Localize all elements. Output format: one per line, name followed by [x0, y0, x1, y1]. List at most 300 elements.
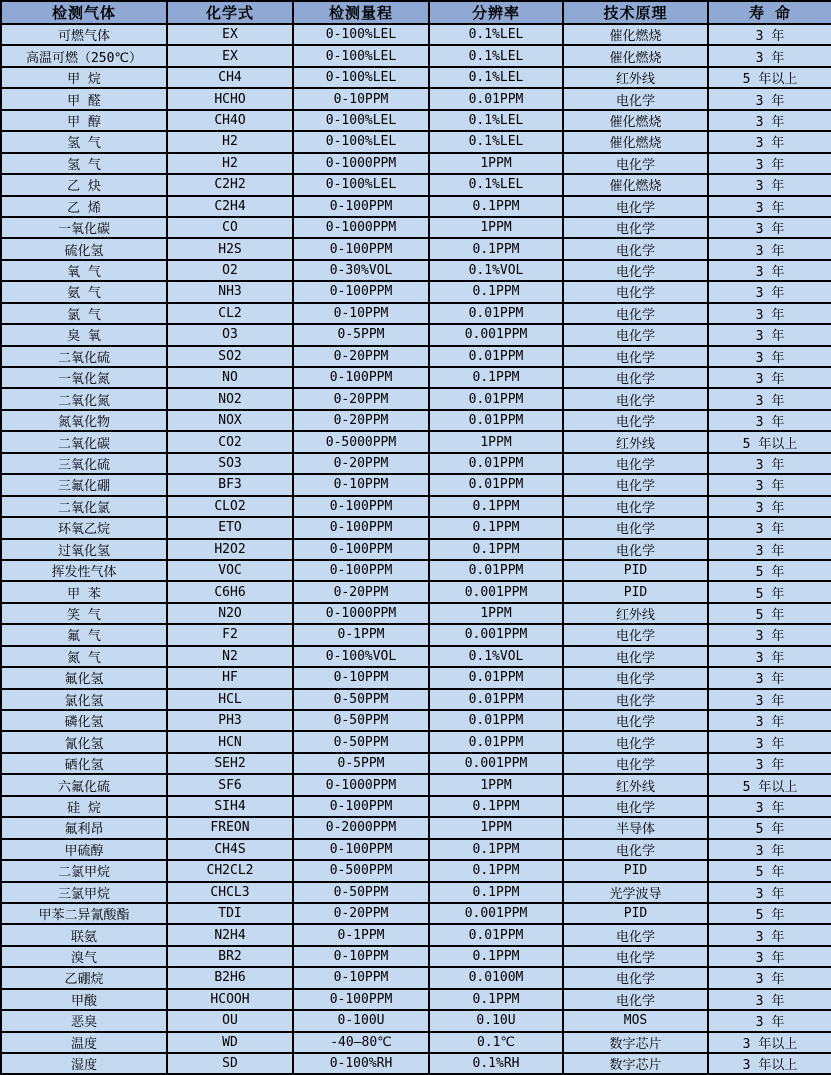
table-cell: 0.1%RH [429, 1053, 563, 1074]
table-row [1, 153, 831, 174]
table-cell: 0-100PPM [293, 796, 429, 817]
table-cell: 温度 [1, 1032, 167, 1053]
table-cell: 0-100PPM [293, 560, 429, 581]
table-row [1, 603, 831, 624]
table-cell: 电化学 [563, 989, 708, 1010]
table-cell: 0.1%LEL [429, 174, 563, 195]
table-cell: 电化学 [563, 646, 708, 667]
table-cell: 乙 烯 [1, 196, 167, 217]
table-cell: 0-100PPM [293, 496, 429, 517]
table-row [1, 710, 831, 731]
table-cell: 甲苯二异氰酸酯 [1, 903, 167, 924]
table-cell: 电化学 [563, 517, 708, 538]
table-cell: 电化学 [563, 367, 708, 388]
table-cell: 电化学 [563, 967, 708, 988]
table-cell: 0.1%LEL [429, 24, 563, 45]
table-cell: 电化学 [563, 410, 708, 431]
table-cell: C2H4 [167, 196, 293, 217]
table-cell: 电化学 [563, 753, 708, 774]
table-cell: 3 年 [708, 946, 831, 967]
table-cell: EX [167, 24, 293, 45]
table-cell: 三氧化硫 [1, 453, 167, 474]
table-cell: 0.01PPM [429, 410, 563, 431]
table-cell: 0-1000PPM [293, 774, 429, 795]
table-cell: 3 年 [708, 303, 831, 324]
table-cell: 0-1PPM [293, 624, 429, 645]
table-cell: 0-100%LEL [293, 67, 429, 88]
table-cell: N2O [167, 603, 293, 624]
table-cell: 电化学 [563, 689, 708, 710]
table-cell: 0.01PPM [429, 924, 563, 945]
table-row [1, 731, 831, 752]
table-row [1, 260, 831, 281]
table-cell: 氢 气 [1, 131, 167, 152]
table-cell: 0-20PPM [293, 346, 429, 367]
table-cell: 3 年 [708, 324, 831, 345]
table-cell: PID [563, 581, 708, 602]
table-cell: 0.1PPM [429, 517, 563, 538]
header-row [1, 1, 831, 24]
table-cell: SO3 [167, 453, 293, 474]
table-cell: 0-10PPM [293, 667, 429, 688]
table-cell: 氰化氢 [1, 731, 167, 752]
table-cell: 催化燃烧 [563, 45, 708, 66]
table-cell: 笑 气 [1, 603, 167, 624]
table-cell: H2S [167, 238, 293, 259]
table-cell: 0.1%VOL [429, 260, 563, 281]
table-cell: 氮 气 [1, 646, 167, 667]
table-cell: 可燃气体 [1, 24, 167, 45]
table-cell: 0.1PPM [429, 989, 563, 1010]
table-cell: 0.01PPM [429, 346, 563, 367]
table-cell: 5 年 [708, 581, 831, 602]
table-cell: 0-100PPM [293, 196, 429, 217]
table-cell: CO2 [167, 431, 293, 452]
table-cell: N2 [167, 646, 293, 667]
table-cell: CH4 [167, 67, 293, 88]
table-cell: 电化学 [563, 88, 708, 109]
table-cell: 0.0100M [429, 967, 563, 988]
table-cell: 3 年 [708, 238, 831, 259]
table-cell: 光学波导 [563, 882, 708, 903]
table-cell: 0.1PPM [429, 496, 563, 517]
table-cell: 0-100PPM [293, 367, 429, 388]
table-cell: 二氧化氯 [1, 496, 167, 517]
table-cell: C6H6 [167, 581, 293, 602]
table-cell: 电化学 [563, 474, 708, 495]
table-cell: 1PPM [429, 431, 563, 452]
table-cell: 0-5000PPM [293, 431, 429, 452]
column-header-range: 检测量程 [293, 1, 429, 24]
table-cell: PID [563, 860, 708, 881]
table-cell: 0-100%LEL [293, 24, 429, 45]
table-cell: 溴气 [1, 946, 167, 967]
table-cell: 乙 炔 [1, 174, 167, 195]
table-row [1, 967, 831, 988]
table-cell: 氧 气 [1, 260, 167, 281]
table-cell: 甲 苯 [1, 581, 167, 602]
table-cell: 氨 气 [1, 281, 167, 302]
table-cell: CH2CL2 [167, 860, 293, 881]
table-cell: 3 年 [708, 45, 831, 66]
table-cell: 硒化氢 [1, 753, 167, 774]
table-cell: 二氧化硫 [1, 346, 167, 367]
table-cell: 0-10PPM [293, 946, 429, 967]
table-row [1, 45, 831, 66]
column-header-resolution: 分辨率 [429, 1, 563, 24]
table-row [1, 774, 831, 795]
table-cell: 红外线 [563, 774, 708, 795]
table-cell: 氯化氢 [1, 689, 167, 710]
table-row [1, 388, 831, 409]
table-cell: 0-100%LEL [293, 174, 429, 195]
table-cell: 0.01PPM [429, 731, 563, 752]
table-row [1, 560, 831, 581]
table-row [1, 689, 831, 710]
table-cell: HCN [167, 731, 293, 752]
table-cell: SO2 [167, 346, 293, 367]
table-cell: 3 年 [708, 281, 831, 302]
table-cell: CHCL3 [167, 882, 293, 903]
table-cell: 1PPM [429, 817, 563, 838]
table-row [1, 539, 831, 560]
table-cell: 0.01PPM [429, 667, 563, 688]
table-cell: 0-1PPM [293, 924, 429, 945]
table-cell: 0.001PPM [429, 581, 563, 602]
table-cell: PID [563, 903, 708, 924]
table-cell: 一氧化氮 [1, 367, 167, 388]
table-cell: 3 年 [708, 710, 831, 731]
table-row [1, 624, 831, 645]
table-row [1, 882, 831, 903]
table-cell: 0.1PPM [429, 839, 563, 860]
table-cell: 3 年 [708, 967, 831, 988]
table-cell: 0.001PPM [429, 903, 563, 924]
table-cell: 催化燃烧 [563, 131, 708, 152]
table-cell: 电化学 [563, 839, 708, 860]
table-cell: 0-100%LEL [293, 45, 429, 66]
table-cell: 3 年 [708, 346, 831, 367]
table-cell: VOC [167, 560, 293, 581]
table-cell: 0-20PPM [293, 388, 429, 409]
table-cell: 甲硫醇 [1, 839, 167, 860]
table-cell: 3 年 [708, 153, 831, 174]
table-row [1, 431, 831, 452]
table-cell: 3 年 [708, 110, 831, 131]
table-cell: 电化学 [563, 731, 708, 752]
table-cell: 电化学 [563, 796, 708, 817]
table-cell: NH3 [167, 281, 293, 302]
table-cell: SD [167, 1053, 293, 1074]
table-cell: PID [563, 560, 708, 581]
table-cell: H2O2 [167, 539, 293, 560]
table-cell: 红外线 [563, 67, 708, 88]
table-cell: 联氨 [1, 924, 167, 945]
table-row [1, 410, 831, 431]
table-cell: 氟化氢 [1, 667, 167, 688]
table-cell: 5 年 [708, 903, 831, 924]
table-cell: 0-1000PPM [293, 217, 429, 238]
table-cell: 0.01PPM [429, 560, 563, 581]
table-cell: 恶臭 [1, 1010, 167, 1031]
table-cell: 三氯甲烷 [1, 882, 167, 903]
table-cell: 0.1%VOL [429, 646, 563, 667]
table-cell: 一氧化碳 [1, 217, 167, 238]
table-cell: 0.1%LEL [429, 131, 563, 152]
table-cell: 二氧化碳 [1, 431, 167, 452]
table-row [1, 903, 831, 924]
table-cell: 3 年 [708, 689, 831, 710]
table-cell: 3 年 [708, 174, 831, 195]
table-cell: 0-30%VOL [293, 260, 429, 281]
table-cell: 0-20PPM [293, 903, 429, 924]
table-cell: 氢 气 [1, 153, 167, 174]
table-row [1, 1032, 831, 1053]
table-cell: 乙硼烷 [1, 967, 167, 988]
table-cell: 0.10U [429, 1010, 563, 1031]
table-cell: 1PPM [429, 153, 563, 174]
table-cell: 电化学 [563, 453, 708, 474]
table-cell: 3 年 [708, 1010, 831, 1031]
table-cell: 二氯甲烷 [1, 860, 167, 881]
table-row [1, 453, 831, 474]
table-cell: 0.1PPM [429, 882, 563, 903]
table-cell: 电化学 [563, 196, 708, 217]
table-cell: 氯 气 [1, 303, 167, 324]
table-cell: 电化学 [563, 238, 708, 259]
table-cell: 3 年 [708, 731, 831, 752]
table-cell: 甲 烷 [1, 67, 167, 88]
table-cell: 电化学 [563, 324, 708, 345]
table-row [1, 839, 831, 860]
table-row [1, 817, 831, 838]
table-cell: 0.1PPM [429, 281, 563, 302]
table-cell: 电化学 [563, 217, 708, 238]
table-cell: 0-100U [293, 1010, 429, 1031]
table-cell: 0-100PPM [293, 839, 429, 860]
table-cell: 电化学 [563, 624, 708, 645]
table-cell: C2H2 [167, 174, 293, 195]
table-cell: 0.1PPM [429, 367, 563, 388]
table-cell: 电化学 [563, 346, 708, 367]
table-cell: 3 年 [708, 131, 831, 152]
table-cell: 3 年 [708, 924, 831, 945]
table-cell: 0.001PPM [429, 324, 563, 345]
table-cell: 0-50PPM [293, 710, 429, 731]
table-row [1, 924, 831, 945]
table-cell: 硫化氢 [1, 238, 167, 259]
table-cell: 0.1%LEL [429, 110, 563, 131]
table-cell: 过氧化氢 [1, 539, 167, 560]
table-cell: 红外线 [563, 603, 708, 624]
table-cell: 0.1PPM [429, 238, 563, 259]
table-cell: 3 年 [708, 88, 831, 109]
table-cell: EX [167, 45, 293, 66]
table-cell: 0-100PPM [293, 281, 429, 302]
table-cell: 0-100%VOL [293, 646, 429, 667]
table-row [1, 217, 831, 238]
table-cell: 1PPM [429, 774, 563, 795]
table-cell: 3 年 [708, 624, 831, 645]
table-cell: 3 年 [708, 667, 831, 688]
table-row [1, 581, 831, 602]
table-cell: SEH2 [167, 753, 293, 774]
table-cell: 5 年 [708, 603, 831, 624]
table-cell: 0.01PPM [429, 88, 563, 109]
table-row [1, 753, 831, 774]
table-cell: 0-20PPM [293, 410, 429, 431]
table-cell: 催化燃烧 [563, 24, 708, 45]
column-header-formula: 化学式 [167, 1, 293, 24]
table-cell: 0.01PPM [429, 474, 563, 495]
table-row [1, 281, 831, 302]
table-cell: O2 [167, 260, 293, 281]
table-cell: 0-10PPM [293, 303, 429, 324]
table-cell: 3 年以上 [708, 1032, 831, 1053]
table-cell: 0-100PPM [293, 539, 429, 560]
table-cell: 3 年 [708, 989, 831, 1010]
table-cell: 电化学 [563, 710, 708, 731]
table-cell: 0.1PPM [429, 860, 563, 881]
table-cell: 0-100PPM [293, 989, 429, 1010]
table-cell: 催化燃烧 [563, 174, 708, 195]
table-cell: FREON [167, 817, 293, 838]
table-cell: CH4O [167, 110, 293, 131]
table-cell: 电化学 [563, 667, 708, 688]
table-cell: 0.1%LEL [429, 67, 563, 88]
table-cell: CO [167, 217, 293, 238]
table-cell: TDI [167, 903, 293, 924]
table-cell: 3 年 [708, 260, 831, 281]
table-row [1, 174, 831, 195]
table-cell: 3 年 [708, 539, 831, 560]
table-row [1, 1053, 831, 1074]
table-cell: CL2 [167, 303, 293, 324]
table-cell: 环氧乙烷 [1, 517, 167, 538]
table-cell: HCL [167, 689, 293, 710]
table-cell: HCOOH [167, 989, 293, 1010]
table-cell: 3 年 [708, 24, 831, 45]
column-header-gas: 检测气体 [1, 1, 167, 24]
table-cell: 氟 气 [1, 624, 167, 645]
table-cell: NO2 [167, 388, 293, 409]
table-cell: 0-100PPM [293, 238, 429, 259]
table-row [1, 67, 831, 88]
table-cell: BF3 [167, 474, 293, 495]
table-cell: 电化学 [563, 260, 708, 281]
table-cell: 电化学 [563, 924, 708, 945]
table-cell: 0.1PPM [429, 196, 563, 217]
table-cell: 0.1%LEL [429, 45, 563, 66]
table-cell: 0-10PPM [293, 88, 429, 109]
table-row [1, 646, 831, 667]
table-cell: 5 年以上 [708, 774, 831, 795]
table-cell: 3 年 [708, 453, 831, 474]
table-cell: ETO [167, 517, 293, 538]
table-cell: 0-20PPM [293, 453, 429, 474]
table-cell: B2H6 [167, 967, 293, 988]
table-cell: 5 年以上 [708, 431, 831, 452]
table-cell: 0-100%RH [293, 1053, 429, 1074]
table-cell: 0-50PPM [293, 882, 429, 903]
table-cell: NOX [167, 410, 293, 431]
table-cell: 5 年 [708, 560, 831, 581]
table-cell: 3 年 [708, 474, 831, 495]
table-cell: 0.1PPM [429, 796, 563, 817]
table-cell: 氮氧化物 [1, 410, 167, 431]
table-cell: OU [167, 1010, 293, 1031]
table-cell: 氟利昂 [1, 817, 167, 838]
table-cell: 3 年 [708, 882, 831, 903]
table-cell: 半导体 [563, 817, 708, 838]
table-cell: 电化学 [563, 946, 708, 967]
table-cell: F2 [167, 624, 293, 645]
table-cell: H2 [167, 153, 293, 174]
table-cell: 电化学 [563, 496, 708, 517]
table-cell: 3 年 [708, 388, 831, 409]
table-cell: 3 年 [708, 753, 831, 774]
table-cell: 3 年 [708, 217, 831, 238]
table-row [1, 496, 831, 517]
table-row [1, 946, 831, 967]
table-cell: 0.01PPM [429, 710, 563, 731]
table-cell: SF6 [167, 774, 293, 795]
table-cell: 3 年 [708, 517, 831, 538]
table-cell: O3 [167, 324, 293, 345]
table-cell: MOS [563, 1010, 708, 1031]
table-row [1, 367, 831, 388]
table-cell: 甲酸 [1, 989, 167, 1010]
table-cell: 0.01PPM [429, 689, 563, 710]
table-cell: HF [167, 667, 293, 688]
table-cell: 挥发性气体 [1, 560, 167, 581]
table-cell: BR2 [167, 946, 293, 967]
table-cell: 3 年 [708, 796, 831, 817]
table-cell: 5 年以上 [708, 67, 831, 88]
table-cell: 湿度 [1, 1053, 167, 1074]
table-cell: 甲 醇 [1, 110, 167, 131]
table-cell: WD [167, 1032, 293, 1053]
table-cell: 0-100%LEL [293, 110, 429, 131]
table-cell: 0-10PPM [293, 967, 429, 988]
table-row [1, 303, 831, 324]
table-cell: 3 年以上 [708, 1053, 831, 1074]
table-row [1, 88, 831, 109]
table-cell: 电化学 [563, 303, 708, 324]
table-cell: 六氟化硫 [1, 774, 167, 795]
table-cell: 0.001PPM [429, 753, 563, 774]
table-cell: 0-2000PPM [293, 817, 429, 838]
table-cell: 电化学 [563, 281, 708, 302]
table-cell: 1PPM [429, 217, 563, 238]
table-cell: 0-5PPM [293, 753, 429, 774]
table-cell: 0-10PPM [293, 474, 429, 495]
table-cell: -40—80℃ [293, 1032, 429, 1053]
table-cell: 高温可燃（250℃） [1, 45, 167, 66]
table-cell: 0.1PPM [429, 539, 563, 560]
table-cell: 3 年 [708, 646, 831, 667]
table-row [1, 989, 831, 1010]
table-cell: 0.001PPM [429, 624, 563, 645]
column-header-lifespan: 寿 命 [708, 1, 831, 24]
table-cell: 磷化氢 [1, 710, 167, 731]
table-cell: SIH4 [167, 796, 293, 817]
table-cell: 0-5PPM [293, 324, 429, 345]
table-cell: 5 年 [708, 817, 831, 838]
table-cell: 数字芯片 [563, 1053, 708, 1074]
table-row [1, 1010, 831, 1031]
table-row [1, 346, 831, 367]
